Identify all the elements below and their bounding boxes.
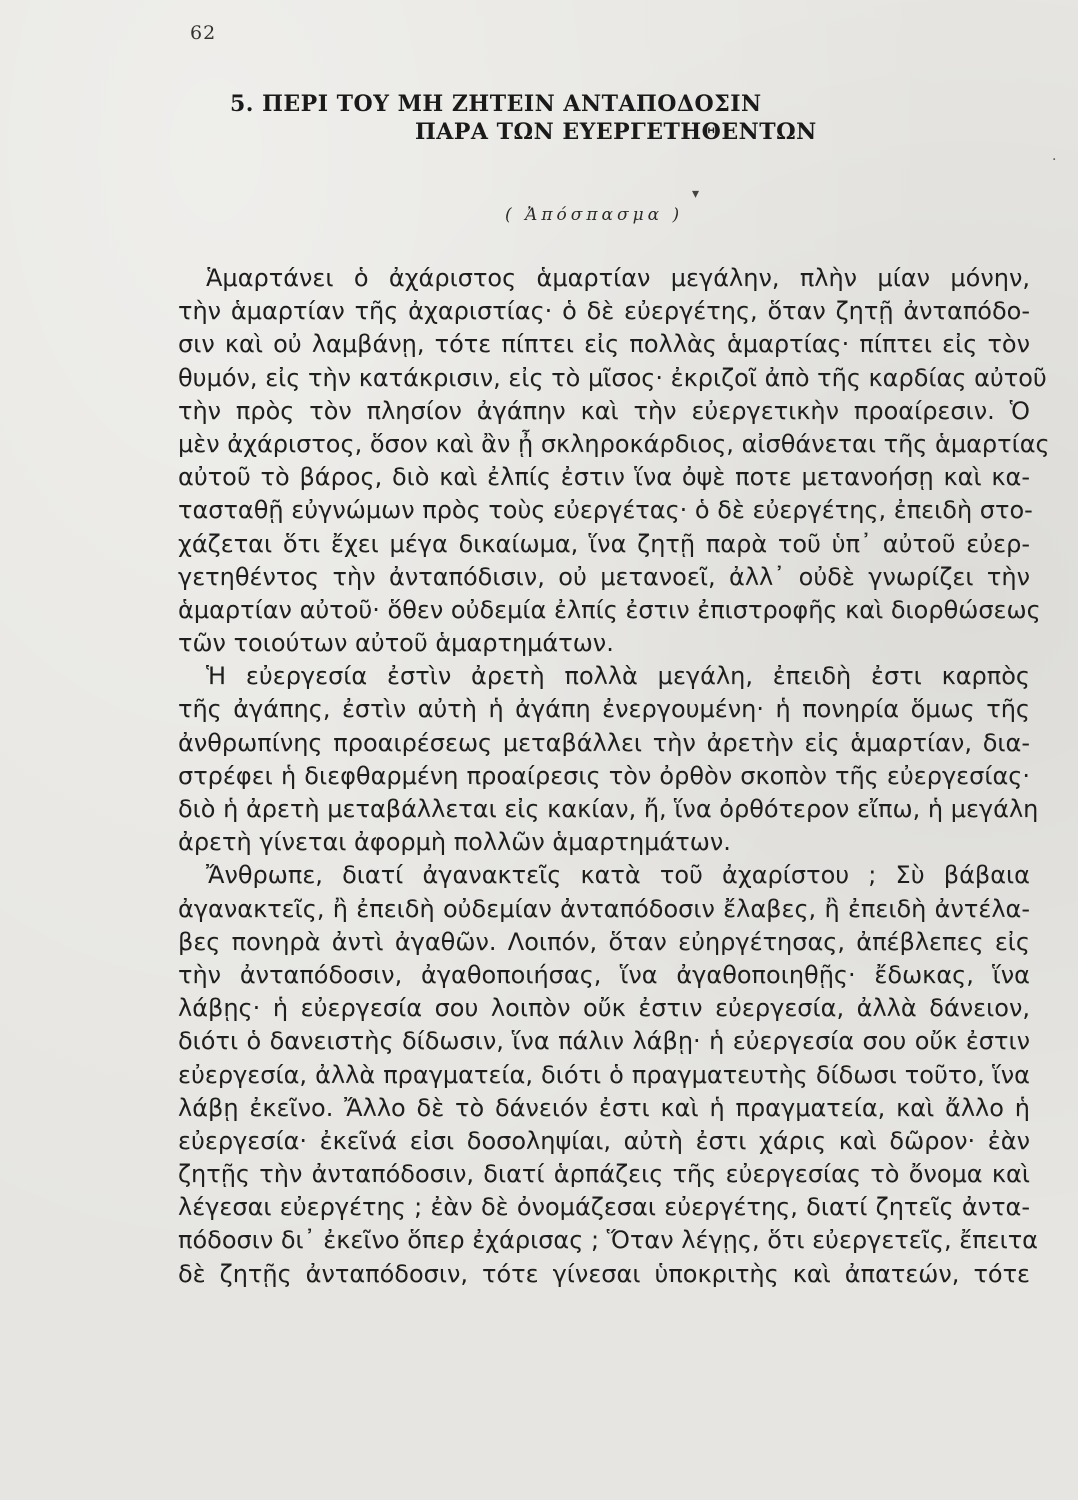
- text-line: Ἄνθρωπε, διατί ἀγανακτεῖς κατὰ τοῦ ἀχαρίστου ; Σὺ βάβαια: [206, 861, 1030, 890]
- text-line: γετηθέντος τὴν ἀνταπόδισιν, οὐ μετανοεῖ, ἀλλ᾽ οὐδὲ γνωρίζει τὴν: [178, 562, 1030, 591]
- text-line: βες πονηρὰ ἀντὶ ἀγαθῶν. Λοιπόν, ὅταν εὐηργέτησας, ἀπέβλεπες εἰς: [178, 927, 1030, 956]
- page-number: 62: [190, 22, 217, 44]
- text-line: τασταθῇ εὐγνώμων πρὸς τοὺς εὐεργέτας· ὁ δὲ εὐεργέτης, ἐπειδὴ στο-: [178, 496, 1033, 525]
- body-text: [178, 262, 1050, 1291]
- chapter-title-line-2: ΠΑΡΑ ΤΩΝ ΕΥΕΡΓΕΤΗΘΕΝΤΩΝ: [415, 119, 817, 145]
- text-line: τὴν ἁμαρτίαν τῆς ἀχαριστίας· ὁ δὲ εὐεργέτης, ὅταν ζητῇ ἀνταπόδο-: [178, 297, 1030, 326]
- chapter-title-line-1: 5. ΠΕΡΙ ΤΟΥ ΜΗ ΖΗΤΕΙΝ ΑΝΤΑΠΟΔΟΣΙΝ: [230, 91, 762, 117]
- chapter-heading: [0, 90, 1078, 146]
- text-line: τῶν τοιούτων αὐτοῦ ἁμαρτημάτων.: [178, 629, 614, 658]
- text-line: δὲ ζητῇς ἀνταπόδοσιν, τότε γίνεσαι ὑποκριτὴς καὶ ἀπατεών, τότε: [178, 1259, 1030, 1288]
- text-line: τὴν πρὸς τὸν πλησίον ἀγάπην καὶ τὴν εὐεργετικὴν προαίρεσιν. Ὁ: [178, 396, 1030, 425]
- text-line: αὐτοῦ τὸ βάρος, διὸ καὶ ἐλπίς ἐστιν ἵνα ὀψὲ ποτε μετανοήσῃ καὶ κα-: [178, 463, 1030, 492]
- text-line: ἀγανακτεῖς, ἢ ἐπειδὴ οὐδεμίαν ἀνταπόδοσιν ἔλαβες, ἢ ἐπειδὴ ἀντέλα-: [178, 894, 1030, 923]
- text-line: πόδοσιν δι᾽ ἐκεῖνο ὅπερ ἐχάρισας ; Ὅταν λέγῃς, ὅτι εὐεργετεῖς, ἔπειτα: [178, 1226, 1038, 1255]
- text-line: ἀρετὴ γίνεται ἀφορμὴ πολλῶν ἁμαρτημάτων.: [178, 828, 731, 857]
- text-line: χάζεται ὅτι ἔχει μέγα δικαίωμα, ἵνα ζητῇ παρὰ τοῦ ὑπ᾽ αὐτοῦ εὐερ-: [178, 529, 1030, 558]
- text-line: τῆς ἀγάπης, ἐστὶν αὐτὴ ἡ ἀγάπη ἐνεργουμένη· ἡ πονηρία ὅμως τῆς: [178, 695, 1030, 724]
- text-line: λέγεσαι εὐεργέτης ; ἐὰν δὲ ὀνομάζεσαι εὐεργέτης, διατί ζητεῖς ἀντα-: [178, 1193, 1030, 1222]
- text-line: τὴν ἀνταπόδοσιν, ἀγαθοποιήσας, ἵνα ἀγαθοποιηθῇς· ἔδωκας, ἵνα: [178, 960, 1030, 989]
- text-line: Ἡ εὐεργεσία ἐστὶν ἀρετὴ πολλὰ μεγάλη, ἐπειδὴ ἐστι καρπὸς: [206, 662, 1030, 691]
- text-line: σιν καὶ οὐ λαμβάνῃ, τότε πίπτει εἰς πολλὰς ἁμαρτίας· πίπτει εἰς τὸν: [178, 330, 1030, 359]
- text-line: θυμόν, εἰς τὴν κατάκρισιν, εἰς τὸ μῖσος· ἐκριζοῖ ἀπὸ τῆς καρδίας αὐτοῦ: [178, 363, 1047, 392]
- text-line: μὲν ἀχάριστος, ὅσον καὶ ἂν ᾖ σκληροκάρδιος, αἰσθάνεται τῆς ἁμαρτίας: [178, 429, 1050, 458]
- print-mark: ▾: [692, 186, 700, 202]
- text-line: ἁμαρτίαν αὐτοῦ· ὅθεν οὐδεμία ἐλπίς ἐστιν ἐπιστροφῆς καὶ διορθώσεως: [178, 595, 1041, 624]
- text-line: διότι ὁ δανειστὴς δίδωσιν, ἵνα πάλιν λάβῃ· ἡ εὐεργεσία σου οὔκ ἐστιν: [178, 1027, 1030, 1056]
- chapter-subtitle: ( Ἀπόσπασμα ): [505, 205, 684, 225]
- text-line: λάβῃς· ἡ εὐεργεσία σου λοιπὸν οὔκ ἐστιν εὐεργεσία, ἀλλὰ δάνειον,: [178, 994, 1030, 1023]
- text-line: διὸ ἡ ἀρετὴ μεταβάλλεται εἰς κακίαν, ἤ, ἵνα ὀρθότερον εἴπω, ἡ μεγάλη: [178, 795, 1039, 823]
- text-line: εὐεργεσία, ἀλλὰ πραγματεία, διότι ὁ πραγματευτὴς δίδωσι τοῦτο, ἵνα: [178, 1060, 1030, 1089]
- text-line: Ἁμαρτάνει ὁ ἀχάριστος ἁμαρτίαν μεγάλην, πλὴν μίαν μόνην,: [206, 264, 1030, 292]
- text-line: εὐεργεσία· ἐκεῖνά εἰσι δοσοληψίαι, αὐτὴ ἐστι χάρις καὶ δῶρον· ἐὰν: [178, 1126, 1030, 1155]
- text-line: λάβῃ ἐκεῖνο. Ἄλλο δὲ τὸ δάνειόν ἐστι καὶ ἡ πραγματεία, καὶ ἄλλο ἡ: [178, 1093, 1030, 1122]
- text-line: ζητῇς τὴν ἀνταπόδοσιν, διατί ἁρπάζεις τῆς εὐεργεσίας τὸ ὄνομα καὶ: [178, 1160, 1030, 1189]
- text-line: ἀνθρωπίνης προαιρέσεως μεταβάλλει τὴν ἀρετὴν εἰς ἁμαρτίαν, δια-: [178, 728, 1030, 757]
- text-line: στρέφει ἡ διεφθαρμένη προαίρεσις τὸν ὀρθὸν σκοπὸν τῆς εὐεργεσίας·: [178, 761, 1030, 790]
- margin-mark: ·: [1052, 152, 1057, 168]
